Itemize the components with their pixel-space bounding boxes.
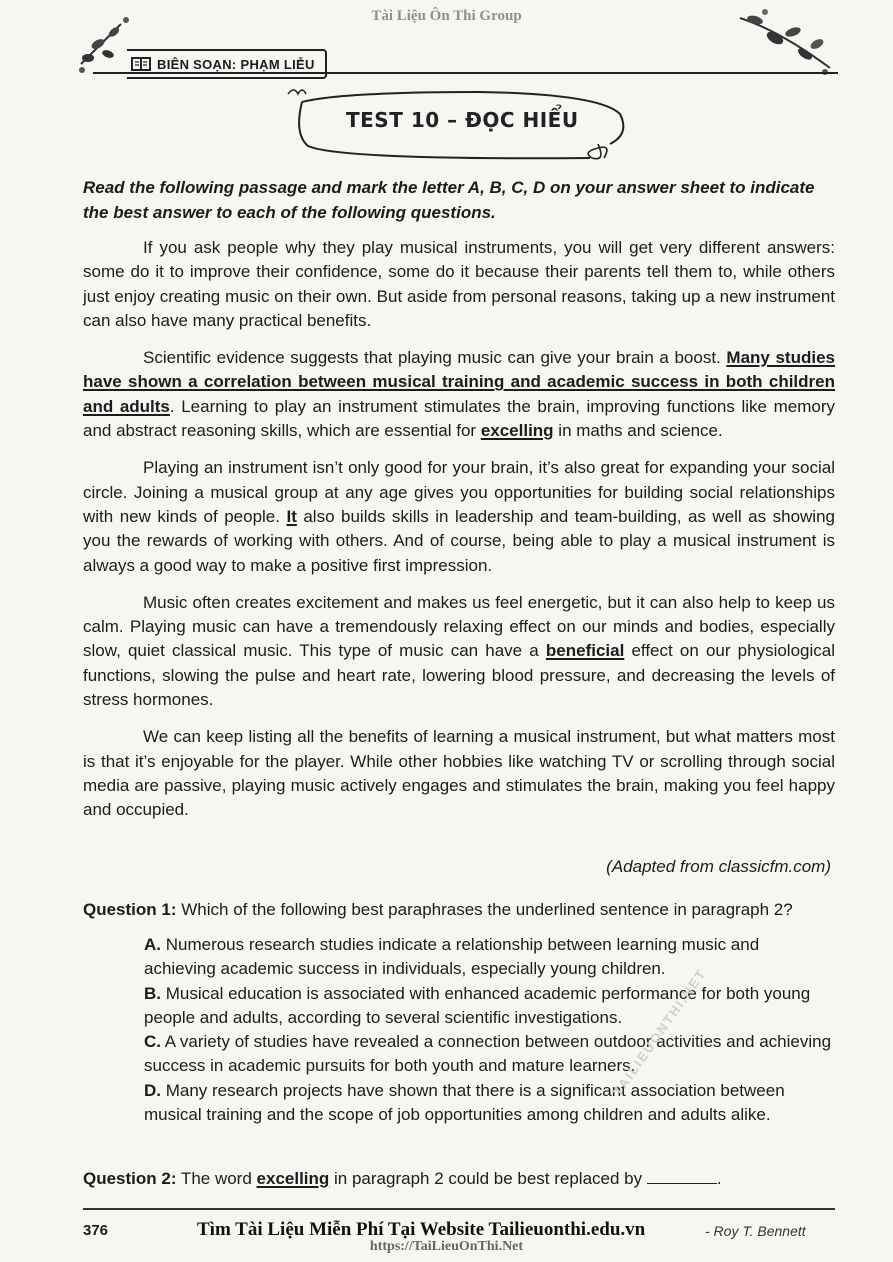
paragraph-text: Scientific evidence suggests that playing music can give your brain a boost. <box>143 348 727 368</box>
option-d[interactable] <box>144 1079 834 1128</box>
paragraph-text: Music often creates excitement and makes us feel energetic, but it can also help to keep us calm. Playing music can have a tremendously relaxing effect on our minds and bodies, especially slow, quiet classical music. This type of music can have a <box>83 592 835 661</box>
question-label: Question 1: <box>83 900 177 919</box>
header-rule <box>93 72 838 74</box>
option-letter: A. <box>144 935 161 954</box>
option-letter: D. <box>144 1080 161 1100</box>
branch-decoration-icon <box>735 6 835 78</box>
option-a[interactable] <box>144 933 834 982</box>
question-label: Question 2: <box>83 1169 177 1188</box>
footer-quote: - Roy T. Bennett <box>705 1223 806 1239</box>
underlined-word-beneficial: beneficial <box>545 641 625 661</box>
question-text: in paragraph 2 could be best replaced by <box>329 1169 647 1188</box>
footer-rule <box>83 1208 835 1210</box>
option-text: Numerous research studies indicate a relationship between learning music and achieving academic success in individuals, especially young children. <box>144 935 760 979</box>
author-tag <box>127 49 327 79</box>
question-2 <box>83 1167 835 1191</box>
option-b[interactable] <box>144 982 834 1031</box>
option-text: A variety of studies have revealed a connection between outdoor activities and achieving success in academic pursuits for both youth and mature learners. <box>144 1032 832 1076</box>
question-end: . <box>716 1169 722 1188</box>
paragraph-3 <box>83 456 835 577</box>
page-number: 376 <box>83 1222 109 1239</box>
paragraph-text: effect on our physiological functions, slowing the pulse and heart rate, lowering blood pressure, and decreasing the levels of stress hormones. <box>83 641 835 710</box>
paragraph-2 <box>83 346 835 443</box>
paragraph-5: We can keep listing all the benefits of learning a musical instrument, but what matters most is that it’s enjoyable for the player. While other hobbies like watching TV or scrolling through social media are passive, playing music actively engages and stimulates the brain, making you feel happy and occupied. <box>83 727 835 820</box>
paragraph-text: . Learning to play an instrument stimulates the brain, improving functions like memory and abstract reasoning skills, which are essential for <box>83 396 835 441</box>
question-keyword: excelling <box>256 1169 330 1188</box>
option-text: Musical education is associated with enhanced academic performance for both young people and adults, according to several scientific investigations. <box>144 983 811 1027</box>
underlined-sentence: Many studies have shown a correlation between musical training and academic success in both children and adults <box>83 348 835 416</box>
footer-url[interactable]: https://TaiLieuOnThi.Net <box>369 1239 524 1254</box>
paragraph-4 <box>83 591 835 712</box>
source-citation: (Adapted from classicfm.com) <box>606 857 831 876</box>
option-text: Many research projects have shown that there is a significant association between musical training and the scope of job opportunities among children and adults alike. <box>144 1080 785 1125</box>
question-1 <box>83 898 835 922</box>
header-watermark: Tài Liệu Ôn Thi Group <box>371 8 522 24</box>
page-title: TEST 10 – ĐỌC HIỂU <box>346 108 579 132</box>
underlined-word-excelling: excelling <box>480 421 554 441</box>
author-label: BIÊN SOẠN: PHẠM LIỄU <box>157 56 315 72</box>
paragraph-text: Playing an instrument isn’t only good for your brain, it’s also great for expanding your social circle. Joining a musical group at any age gives you opportunities for building social relationships with new kinds of people. <box>83 458 835 526</box>
paragraph-text: in maths and science. <box>553 421 723 441</box>
book-icon <box>131 56 151 72</box>
option-c[interactable] <box>144 1030 834 1079</box>
option-letter: B. <box>144 983 161 1003</box>
question-text: The word <box>176 1169 257 1188</box>
title-banner <box>280 84 630 170</box>
option-letter: C. <box>144 1032 161 1052</box>
question-text: Which of the following best paraphrases the underlined sentence in paragraph 2? <box>176 900 793 919</box>
footer-watermark: Tìm Tài Liệu Miễn Phí Tại Website Tailieuonthi.edu.vn <box>197 1219 646 1240</box>
instructions: Read the following passage and mark the letter A, B, C, D on your answer sheet to indicate the best answer to each of the following questions. <box>83 178 815 222</box>
question-1-options <box>144 933 834 1127</box>
paragraph-1: If you ask people why they play musical instruments, you will get very different answers: some do it to improve their confidence, some do it because their parents tell them to, while others just enjoy creating music on their own. But aside from personal reasons, taking up a new instrument can also have many practical benefits. <box>83 238 835 330</box>
diagonal-watermark: TAILIEUONTHI.NET <box>610 965 710 1099</box>
paragraph-text: also builds skills in leadership and team-building, as well as showing you the rewards of working with others. And of course, being able to play a musical instrument is always a good way to make a positive first impression. <box>83 506 835 575</box>
answer-blank[interactable] <box>647 1169 717 1184</box>
reading-passage <box>83 236 835 836</box>
underlined-word-it: It <box>286 506 297 526</box>
